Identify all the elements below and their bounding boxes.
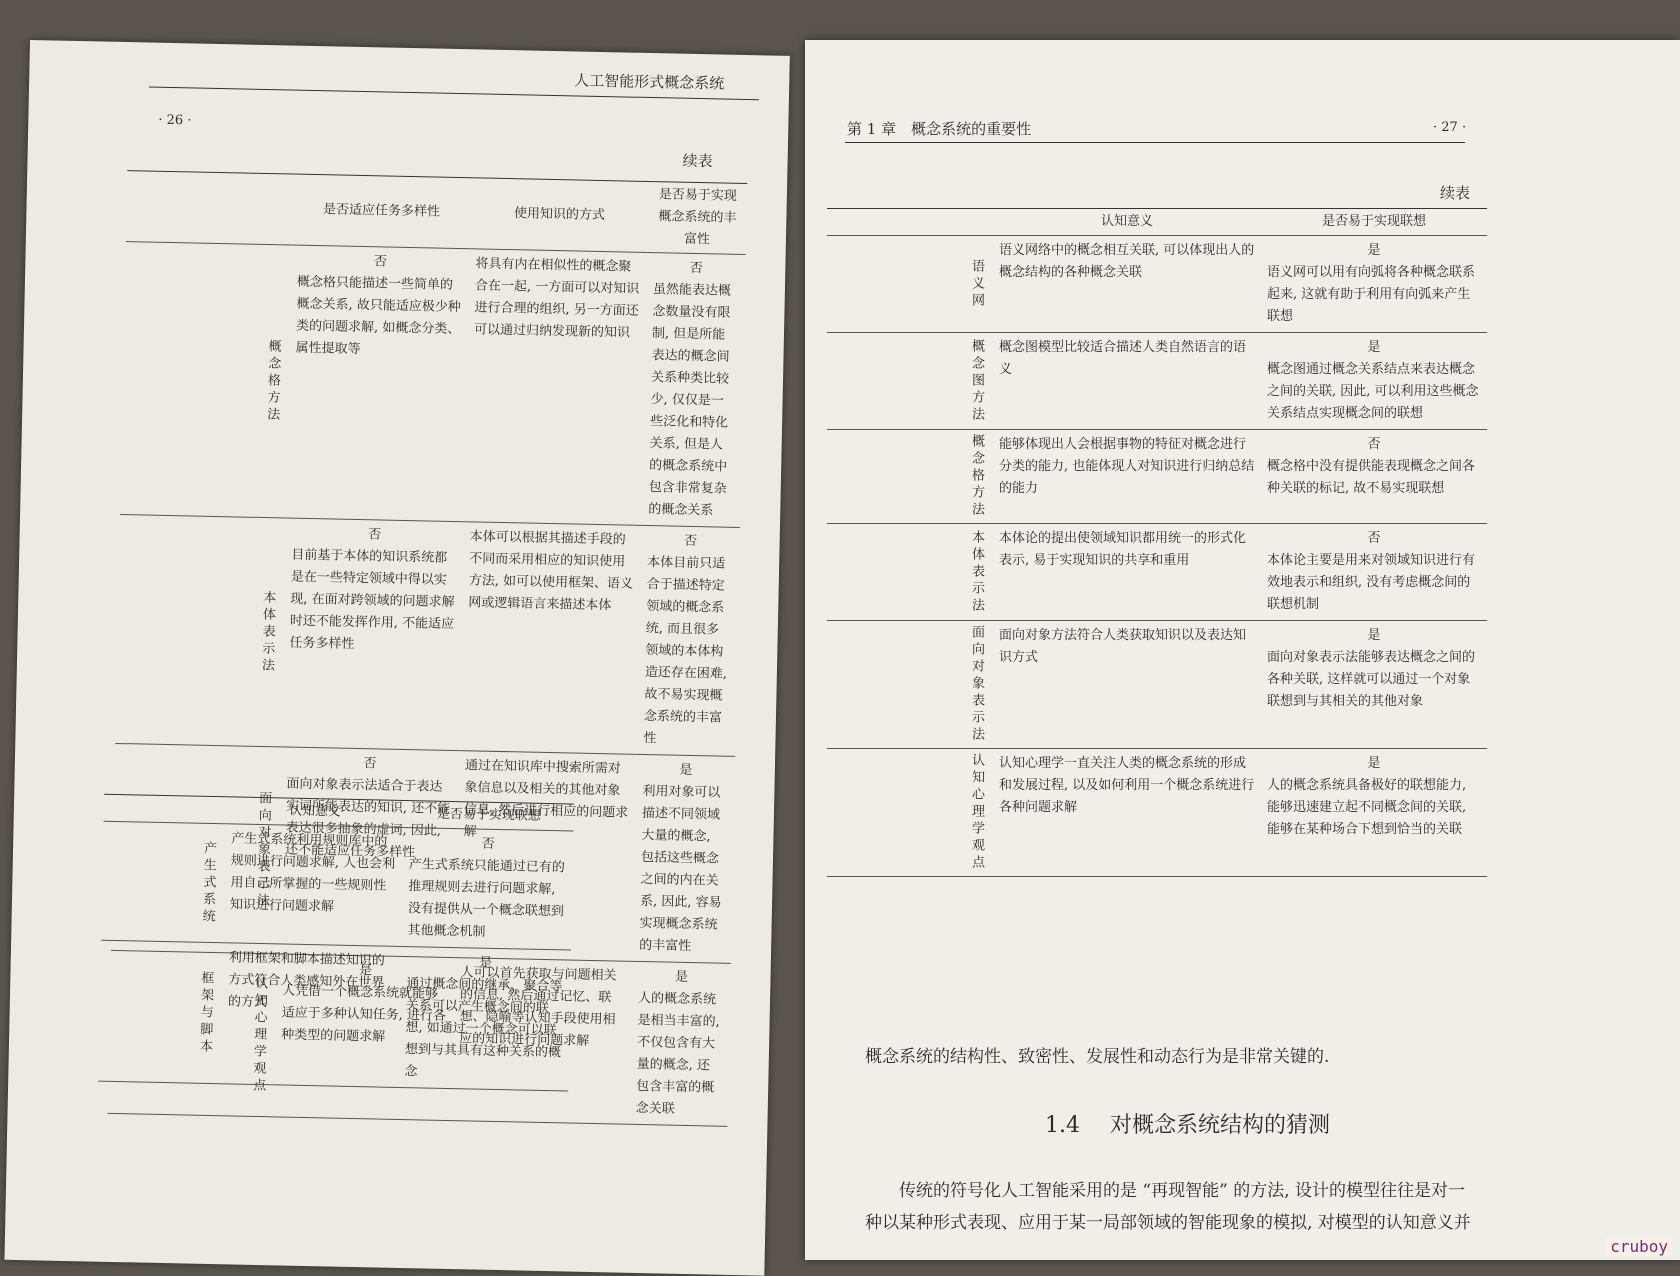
cell-text: 利用框架和脚本描述知识的方式符合人类感知外在世界的方式 — [227, 950, 385, 1011]
table-cell — [827, 430, 993, 524]
paragraph-line: 传统的符号化人工智能采用的是 “再现智能” 的方法, 设计的模型往往是对一 — [899, 1181, 1465, 1201]
table-header: 是否适应任务多样性 — [292, 174, 471, 249]
table-cell — [993, 333, 1261, 430]
table-row — [827, 430, 1487, 524]
table-header — [126, 171, 293, 245]
row-heading: 产生式系统 — [199, 840, 217, 926]
table-cell — [642, 252, 746, 527]
cell-text: 产生式系统利用规则库中的规则进行问题求解, 人也会利用自己所掌握的一些规则性知识进行问题求解 — [229, 831, 396, 915]
cell-text: 通过在知识库中搜索所需对象信息以及相关的其他对象信息, 然后进行相应的问题求解 — [463, 758, 629, 840]
table-cell — [1261, 621, 1487, 749]
table-cell — [1261, 524, 1487, 621]
cell-text: 面向对象表示法适合于表达实词所能表达的知识, 还不能表达很多抽象的虚词, 因此, 还不能适应任务多样性 — [284, 776, 451, 861]
table-row — [827, 524, 1487, 621]
table-cell — [398, 946, 571, 1091]
verdict-label: 是 — [679, 762, 693, 779]
body-paragraph — [865, 1176, 1465, 1206]
table-row — [827, 236, 1487, 333]
cell-text: 利用对象可以描述不同领域大量的概念, 包括这些概念之间的内在关系, 因此, 容易实现概念系统的丰富性 — [639, 783, 722, 955]
verdict-label: 否 — [363, 756, 377, 772]
cell-text: 目前基于本体的知识系统都是在一些特定领域中得以实现, 在面对跨领域的问题求解时还不能发挥作用, 不能适应任务多样性 — [289, 547, 455, 652]
cell-text: 面向对象表示法能够表达概念之间的各种关联, 这样就可以通过一个对象联想到与其相关的其他对象 — [1267, 650, 1476, 709]
verdict-label: 否 — [481, 836, 495, 852]
table-cell — [993, 430, 1261, 524]
cell-text: 虽然能表达概念数量没有限制, 但是所能表达的概念间关系种类比较少, 仅仅是一些泛化和特化关系, 但是人的概念系统中包含非常复杂的概念关系 — [648, 282, 732, 519]
table-cell — [401, 827, 573, 950]
row-heading: 认知心理学观点 — [969, 753, 984, 872]
watermark: cruboy — [1606, 1237, 1672, 1256]
table-header: 是否易于实现概念系统的丰富性 — [648, 181, 747, 254]
table-cell — [459, 522, 642, 755]
table-header-row — [126, 171, 747, 255]
table-cell — [633, 754, 735, 963]
row-heading: 概念格方法 — [969, 434, 984, 519]
row-heading: 概念格方法 — [264, 338, 281, 424]
table-cell — [827, 621, 993, 749]
table-cell — [827, 236, 993, 333]
cell-text: 语义网可以用有向弧将各种概念联系起来, 这就有助于利用有向弧来产生联想 — [1267, 265, 1476, 324]
table-row — [827, 749, 1487, 877]
left-running-head: 人工智能形式概念系统 — [574, 71, 725, 93]
verdict-label: 是 — [1367, 628, 1381, 643]
table-row — [98, 940, 571, 1091]
table-header: 使用知识的方式 — [470, 178, 649, 253]
right-association-table — [827, 208, 1487, 877]
cell-text: 将具有内在相似性的概念聚合在一起, 一方面可以对知识进行合理的组织, 另一方面还可以通过归纳发现新的知识 — [473, 256, 640, 341]
table-cell — [993, 749, 1261, 877]
row-heading: 面向对象表示法 — [969, 625, 984, 744]
table-header — [104, 794, 227, 824]
table-cell — [827, 749, 993, 877]
left-page-number: · 26 · — [158, 112, 192, 129]
cell-text: 概念图通过概念关系结点来表达概念之间的关联, 因此, 可以利用这些概念关系结点实现概念间的联想 — [1267, 362, 1479, 421]
table-cell — [827, 524, 993, 621]
table-cell — [993, 236, 1261, 333]
row-heading: 概念图方法 — [969, 338, 984, 424]
table-header: 认知意义 — [993, 209, 1261, 236]
table-cell — [220, 943, 401, 1088]
cell-text: 概念格中没有提供能表现概念之间各种关联的标记, 故不易实现联想 — [1267, 459, 1476, 496]
table-cell — [637, 525, 740, 756]
row-heading: 语义网 — [969, 258, 984, 310]
row-heading: 本体表示法 — [258, 589, 276, 675]
right-running-head: 第 1 章 概念系统的重要性 — [847, 120, 1032, 138]
cell-text: 通过概念间的继承、聚合等关系可以产生概念间的联想, 如通过一个概念可以联想到与其具有这种关系的概念 — [404, 976, 563, 1080]
right-continued-label: 续表 — [1440, 184, 1471, 202]
cell-text: 人的概念系统具备极好的联想能力, 能够迅速建立起不同概念间的关联, 能够在某种场合下想到恰当的关联 — [1267, 778, 1467, 837]
table-cell — [101, 821, 225, 943]
verdict-label: 否 — [1367, 437, 1381, 452]
table-cell — [993, 621, 1261, 749]
table-cell — [629, 961, 730, 1126]
cell-text: 人凭借一个概念系统就能够适应于多种认知任务, 进行各种类型的问题求解 — [281, 983, 447, 1045]
verdict-label: 是 — [1367, 340, 1381, 355]
table-cell — [120, 242, 292, 518]
verdict-label: 否 — [683, 533, 698, 550]
table-row — [101, 821, 573, 950]
table-cell — [115, 514, 286, 746]
cell-text: 本体可以根据其描述手段的不同而采用相应的知识使用方法, 如可以使用框架、语义网或逻辑语言来描述本体 — [468, 529, 634, 614]
table-cell — [98, 940, 223, 1084]
closing-paragraph: 概念系统的结构性、致密性、发展性和动态行为是非常关键的. — [865, 1047, 1330, 1067]
table-cell — [223, 824, 403, 947]
right-page — [805, 40, 1680, 1260]
table-cell — [993, 524, 1261, 621]
table-header — [827, 209, 993, 236]
verdict-label: 否 — [373, 254, 388, 270]
right-page-number: · 27 · — [1433, 120, 1467, 135]
table-cell — [1261, 333, 1487, 430]
cell-text: 本体目前只适合于描述特定领域的概念系统, 而且很多领域的本体构造还存在困难, 故不易实现概念系统的丰富性 — [643, 555, 728, 747]
right-header-rule — [845, 142, 1465, 143]
row-heading: 本体表示法 — [969, 529, 984, 615]
table-cell — [464, 249, 648, 526]
cell-text: 人可以首先获取与问题相关的信息, 然后通过记忆、联想、隐喻等认知手段使用相应的知识进行问题求解 — [459, 965, 617, 1049]
row-heading: 认知心理学观点 — [249, 975, 268, 1095]
section-number: 1.4 — [1045, 1113, 1080, 1138]
verdict-label: 是 — [479, 955, 493, 971]
table-cell — [286, 245, 470, 522]
row-heading: 面向对象表示法 — [253, 790, 272, 910]
table-cell — [1261, 430, 1487, 524]
left-continued-label: 续表 — [682, 151, 713, 171]
cell-text: 本体论的提出使领域知识都用统一的形式化表示, 易于实现知识的共享和重用 — [999, 531, 1247, 568]
table-header: 认知意义 — [226, 797, 405, 828]
cell-text: 人的概念系统是相当丰富的, 不仅包含有大量的概念, 还包含丰富的概念关联 — [635, 990, 720, 1117]
table-header-row — [827, 209, 1487, 236]
cell-text: 能够体现出人会根据事物的特征对概念进行分类的能力, 也能体现人对知识进行归纳总结的能力 — [999, 437, 1255, 496]
cell-text: 产生式系统只能通过已有的推理规则去进行问题求解, 没有提供从一个概念联想到其他概念机制 — [407, 857, 565, 940]
verdict-label: 是 — [1367, 243, 1381, 258]
verdict-label: 否 — [368, 527, 382, 543]
table-row — [120, 242, 746, 528]
row-heading: 框架与脚本 — [196, 970, 214, 1056]
body-paragraph-cont — [865, 1208, 1471, 1238]
section-heading — [1045, 1108, 1330, 1139]
cell-text: 本体论主要是用来对领域知识进行有效地表示和组织, 没有考虑概念间的联想机制 — [1267, 553, 1476, 612]
table-cell — [281, 518, 464, 751]
left-association-table — [98, 794, 574, 1095]
table-header: 是否易于实现联想 — [1261, 209, 1487, 236]
section-title-text: 对概念系统结构的猜测 — [1110, 1113, 1331, 1138]
table-row — [827, 333, 1487, 430]
table-row — [115, 514, 740, 756]
table-cell — [1261, 749, 1487, 877]
verdict-label: 是 — [358, 963, 373, 979]
verdict-label: 否 — [1367, 531, 1381, 546]
left-page — [4, 40, 789, 1276]
verdict-label: 是 — [1367, 756, 1381, 771]
verdict-label: 否 — [689, 260, 704, 277]
table-cell — [827, 333, 993, 430]
cell-text: 语义网络中的概念相互关联, 可以体现出人的概念结构的各种概念关联 — [999, 243, 1255, 280]
table-header: 是否易于实现联想 — [404, 801, 575, 832]
table-cell — [1261, 236, 1487, 333]
paragraph-line: 种以某种形式表现、应用于某一局部领域的智能现象的模拟, 对模型的认知意义并 — [865, 1213, 1471, 1233]
table-row — [827, 621, 1487, 749]
verdict-label: 是 — [674, 969, 689, 985]
cell-text: 概念图模型比较适合描述人类自然语言的语义 — [999, 340, 1247, 377]
cell-text: 概念格只能描述一些简单的概念关系, 故只能适应极少种类的问题求解, 如概念分类、属性提取等 — [295, 274, 461, 357]
cell-text: 面向对象方法符合人类获取知识以及表达知识方式 — [999, 628, 1247, 665]
cell-text: 认知心理学一直关注人类的概念系统的形成和发展过程, 以及如何利用一个概念系统进行各种问题求解 — [999, 756, 1255, 815]
